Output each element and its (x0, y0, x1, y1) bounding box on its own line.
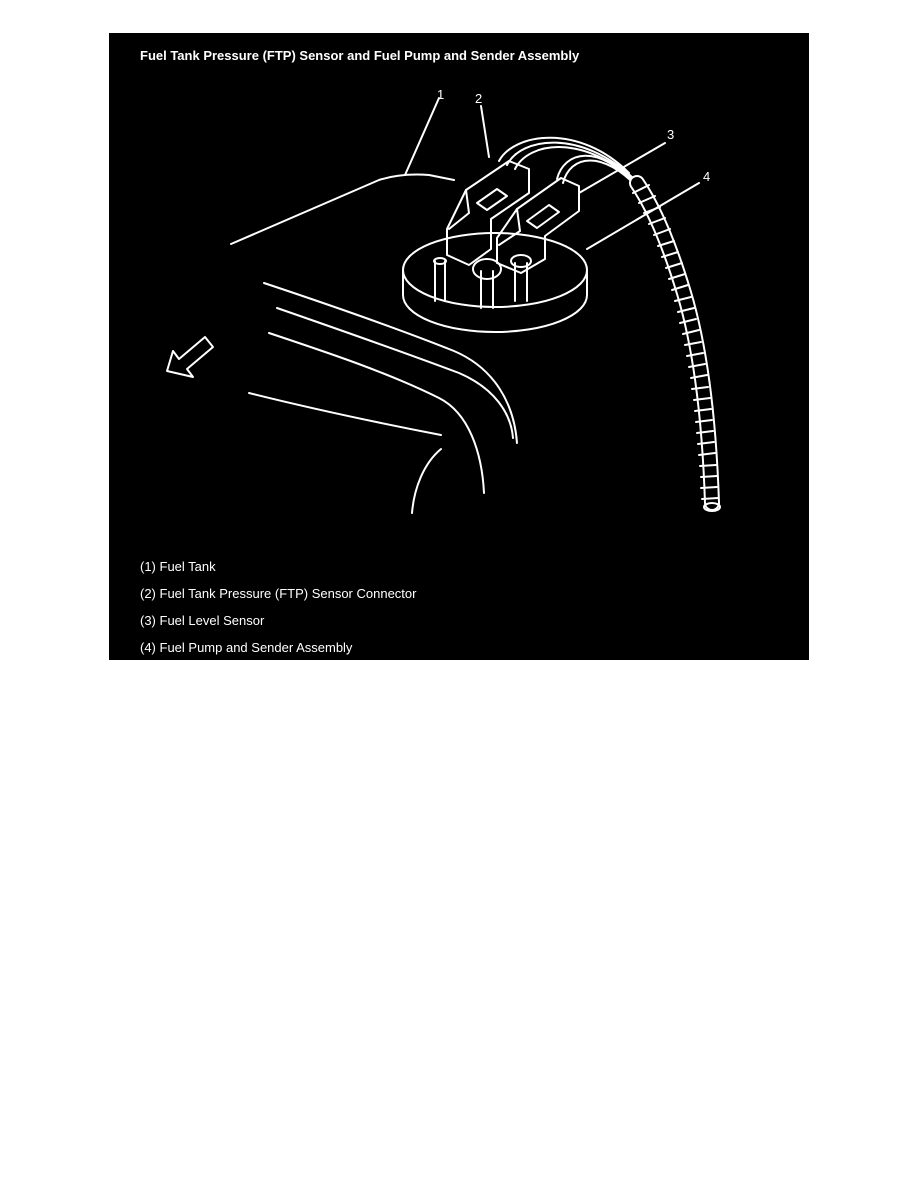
legend-item-ftp-sensor-connector: (2) Fuel Tank Pressure (FTP) Sensor Connector (140, 586, 417, 601)
tube-fitting-2 (481, 271, 493, 308)
figure-title: Fuel Tank Pressure (FTP) Sensor and Fuel Pump and Sender Assembly (140, 48, 580, 63)
tank-top-edge (231, 175, 454, 244)
callout-2: 2 (475, 91, 483, 106)
tank-contour-5 (412, 449, 441, 513)
diagram-figure (109, 33, 809, 660)
tube-fitting-1 (435, 261, 445, 301)
legend-item-fuel-pump-sender: (4) Fuel Pump and Sender Assembly (140, 640, 353, 655)
fuel-level-connector (497, 178, 579, 273)
legend-item-fuel-tank: (1) Fuel Tank (140, 559, 216, 574)
leader-2 (481, 106, 489, 157)
leader-1 (405, 98, 439, 175)
legend-item-fuel-level-sensor: (3) Fuel Level Sensor (140, 613, 265, 628)
front-arrow-icon (167, 337, 213, 377)
pump-flange-side (403, 270, 587, 332)
pump-flange-top (403, 233, 587, 307)
tube-fitting-3 (515, 263, 527, 301)
callout-4: 4 (703, 169, 711, 184)
tank-contour-4 (249, 393, 441, 435)
callout-1: 1 (437, 87, 445, 102)
callout-3: 3 (667, 127, 675, 142)
tank-contour-3 (269, 333, 484, 493)
legend-list (140, 553, 416, 661)
